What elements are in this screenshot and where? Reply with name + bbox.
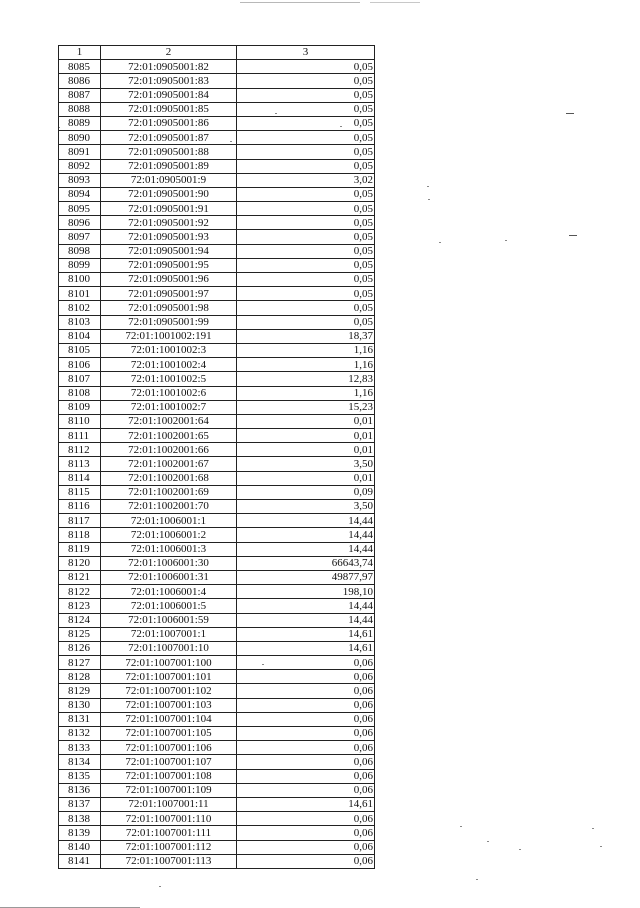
cadastral-number: 72:01:1007001:106 bbox=[101, 741, 237, 755]
row-number: 8107 bbox=[59, 372, 101, 386]
cadastral-number: 72:01:1006001:4 bbox=[101, 585, 237, 599]
area-value: 14,61 bbox=[237, 641, 375, 655]
row-number: 8133 bbox=[59, 741, 101, 755]
row-number: 8098 bbox=[59, 244, 101, 258]
area-value: 0,05 bbox=[237, 287, 375, 301]
cadastral-number: 72:01:1007001:11 bbox=[101, 797, 237, 811]
row-number: 8105 bbox=[59, 343, 101, 357]
scan-speck bbox=[592, 828, 594, 829]
cadastral-number: 72:01:0905001:83 bbox=[101, 74, 237, 88]
cadastral-number: 72:01:1001002:191 bbox=[101, 329, 237, 343]
table-row bbox=[59, 585, 375, 599]
row-number: 8116 bbox=[59, 500, 101, 514]
table-row bbox=[59, 727, 375, 741]
table-row bbox=[59, 826, 375, 840]
table-body bbox=[59, 60, 375, 869]
scan-speck bbox=[428, 199, 430, 200]
cadastral-number: 72:01:1002001:70 bbox=[101, 500, 237, 514]
area-value: 0,05 bbox=[237, 116, 375, 130]
area-value: 14,61 bbox=[237, 797, 375, 811]
row-number: 8130 bbox=[59, 698, 101, 712]
table-row bbox=[59, 613, 375, 627]
cadastral-number: 72:01:1002001:64 bbox=[101, 414, 237, 428]
area-value: 49877,97 bbox=[237, 570, 375, 584]
table-row bbox=[59, 301, 375, 315]
cadastral-number: 72:01:0905001:93 bbox=[101, 230, 237, 244]
table-row bbox=[59, 187, 375, 201]
area-value: 0,06 bbox=[237, 684, 375, 698]
area-value: 0,06 bbox=[237, 712, 375, 726]
area-value: 0,05 bbox=[237, 301, 375, 315]
area-value: 0,01 bbox=[237, 429, 375, 443]
row-number: 8122 bbox=[59, 585, 101, 599]
row-number: 8124 bbox=[59, 613, 101, 627]
column-header-area: 3 bbox=[237, 46, 375, 60]
scan-speck bbox=[427, 186, 429, 187]
row-number: 8138 bbox=[59, 812, 101, 826]
table-row bbox=[59, 684, 375, 698]
area-value: 0,06 bbox=[237, 698, 375, 712]
table-row bbox=[59, 88, 375, 102]
table-row bbox=[59, 783, 375, 797]
scan-speck bbox=[505, 240, 507, 241]
area-value: 15,23 bbox=[237, 400, 375, 414]
row-number: 8119 bbox=[59, 542, 101, 556]
row-number: 8090 bbox=[59, 131, 101, 145]
area-value: 0,06 bbox=[237, 812, 375, 826]
scan-speck bbox=[487, 841, 489, 842]
area-value: 0,05 bbox=[237, 273, 375, 287]
table-row bbox=[59, 145, 375, 159]
area-value: 0,05 bbox=[237, 60, 375, 74]
table-row bbox=[59, 528, 375, 542]
area-value: 14,44 bbox=[237, 528, 375, 542]
area-value: 0,01 bbox=[237, 414, 375, 428]
area-value: 0,06 bbox=[237, 840, 375, 854]
row-number: 8091 bbox=[59, 145, 101, 159]
cadastral-number: 72:01:0905001:99 bbox=[101, 315, 237, 329]
land-plot-table bbox=[58, 45, 375, 869]
table-row bbox=[59, 386, 375, 400]
column-header-cadastral: 2 bbox=[101, 46, 237, 60]
cadastral-number: 72:01:1001002:5 bbox=[101, 372, 237, 386]
area-value: 14,44 bbox=[237, 542, 375, 556]
cadastral-number: 72:01:1007001:105 bbox=[101, 727, 237, 741]
area-value: 0,05 bbox=[237, 202, 375, 216]
table-row bbox=[59, 429, 375, 443]
table-row bbox=[59, 556, 375, 570]
cadastral-number: 72:01:1006001:30 bbox=[101, 556, 237, 570]
cadastral-number: 72:01:1002001:67 bbox=[101, 457, 237, 471]
cadastral-number: 72:01:1007001:107 bbox=[101, 755, 237, 769]
cadastral-number: 72:01:0905001:84 bbox=[101, 88, 237, 102]
scan-edge-top bbox=[240, 2, 360, 3]
scan-speck bbox=[439, 242, 441, 243]
scan-mark bbox=[569, 235, 577, 236]
table-row bbox=[59, 216, 375, 230]
area-value: 0,01 bbox=[237, 443, 375, 457]
row-number: 8093 bbox=[59, 173, 101, 187]
cadastral-number: 72:01:1007001:109 bbox=[101, 783, 237, 797]
row-number: 8118 bbox=[59, 528, 101, 542]
table-row bbox=[59, 712, 375, 726]
table-row bbox=[59, 343, 375, 357]
area-value: 0,09 bbox=[237, 485, 375, 499]
row-number: 8086 bbox=[59, 74, 101, 88]
area-value: 0,05 bbox=[237, 88, 375, 102]
row-number: 8096 bbox=[59, 216, 101, 230]
cadastral-number: 72:01:1007001:108 bbox=[101, 769, 237, 783]
area-value: 0,05 bbox=[237, 315, 375, 329]
row-number: 8112 bbox=[59, 443, 101, 457]
table-row bbox=[59, 570, 375, 584]
table-row bbox=[59, 840, 375, 854]
row-number: 8099 bbox=[59, 258, 101, 272]
table-row bbox=[59, 457, 375, 471]
table-row bbox=[59, 400, 375, 414]
scan-speck bbox=[600, 846, 602, 847]
table-header-row bbox=[59, 46, 375, 60]
row-number: 8132 bbox=[59, 727, 101, 741]
row-number: 8117 bbox=[59, 514, 101, 528]
area-value: 0,06 bbox=[237, 656, 375, 670]
cadastral-number: 72:01:0905001:96 bbox=[101, 273, 237, 287]
cadastral-number: 72:01:0905001:97 bbox=[101, 287, 237, 301]
area-value: 12,83 bbox=[237, 372, 375, 386]
table-row bbox=[59, 514, 375, 528]
table-row bbox=[59, 74, 375, 88]
area-value: 0,05 bbox=[237, 74, 375, 88]
table-row bbox=[59, 60, 375, 74]
cadastral-number: 72:01:1007001:101 bbox=[101, 670, 237, 684]
area-value: 14,44 bbox=[237, 613, 375, 627]
row-number: 8131 bbox=[59, 712, 101, 726]
area-value: 0,06 bbox=[237, 783, 375, 797]
area-value: 0,06 bbox=[237, 727, 375, 741]
cadastral-number: 72:01:1006001:3 bbox=[101, 542, 237, 556]
cadastral-number: 72:01:1007001:102 bbox=[101, 684, 237, 698]
table-row bbox=[59, 116, 375, 130]
row-number: 8114 bbox=[59, 471, 101, 485]
row-number: 8141 bbox=[59, 854, 101, 868]
cadastral-number: 72:01:0905001:90 bbox=[101, 187, 237, 201]
row-number: 8121 bbox=[59, 570, 101, 584]
row-number: 8139 bbox=[59, 826, 101, 840]
row-number: 8102 bbox=[59, 301, 101, 315]
row-number: 8104 bbox=[59, 329, 101, 343]
cadastral-number: 72:01:0905001:91 bbox=[101, 202, 237, 216]
row-number: 8087 bbox=[59, 88, 101, 102]
row-number: 8108 bbox=[59, 386, 101, 400]
cadastral-number: 72:01:1007001:100 bbox=[101, 656, 237, 670]
area-value: 0,05 bbox=[237, 187, 375, 201]
table-row bbox=[59, 443, 375, 457]
table-row bbox=[59, 854, 375, 868]
row-number: 8135 bbox=[59, 769, 101, 783]
table-row bbox=[59, 159, 375, 173]
cadastral-number: 72:01:0905001:92 bbox=[101, 216, 237, 230]
table-row bbox=[59, 741, 375, 755]
row-number: 8126 bbox=[59, 641, 101, 655]
table-row bbox=[59, 258, 375, 272]
table-row bbox=[59, 471, 375, 485]
row-number: 8120 bbox=[59, 556, 101, 570]
row-number: 8123 bbox=[59, 599, 101, 613]
table-row bbox=[59, 670, 375, 684]
row-number: 8137 bbox=[59, 797, 101, 811]
row-number: 8092 bbox=[59, 159, 101, 173]
cadastral-number: 72:01:1006001:2 bbox=[101, 528, 237, 542]
table-row bbox=[59, 414, 375, 428]
cadastral-number: 72:01:1006001:31 bbox=[101, 570, 237, 584]
row-number: 8106 bbox=[59, 358, 101, 372]
cadastral-number: 72:01:0905001:98 bbox=[101, 301, 237, 315]
cadastral-number: 72:01:1006001:1 bbox=[101, 514, 237, 528]
column-header-number: 1 bbox=[59, 46, 101, 60]
table-row bbox=[59, 698, 375, 712]
cadastral-number: 72:01:1002001:65 bbox=[101, 429, 237, 443]
area-value: 0,06 bbox=[237, 854, 375, 868]
cadastral-number: 72:01:1007001:112 bbox=[101, 840, 237, 854]
area-value: 0,01 bbox=[237, 471, 375, 485]
cadastral-number: 72:01:0905001:9 bbox=[101, 173, 237, 187]
table-row bbox=[59, 372, 375, 386]
table-row bbox=[59, 812, 375, 826]
cadastral-number: 72:01:0905001:82 bbox=[101, 60, 237, 74]
area-value: 3,02 bbox=[237, 173, 375, 187]
row-number: 8097 bbox=[59, 230, 101, 244]
table-row bbox=[59, 627, 375, 641]
table-row bbox=[59, 102, 375, 116]
cadastral-number: 72:01:1006001:5 bbox=[101, 599, 237, 613]
row-number: 8095 bbox=[59, 202, 101, 216]
area-value: 1,16 bbox=[237, 343, 375, 357]
table-row bbox=[59, 131, 375, 145]
area-value: 66643,74 bbox=[237, 556, 375, 570]
area-value: 14,44 bbox=[237, 599, 375, 613]
area-value: 0,05 bbox=[237, 216, 375, 230]
area-value: 0,05 bbox=[237, 230, 375, 244]
cadastral-number: 72:01:0905001:94 bbox=[101, 244, 237, 258]
cadastral-number: 72:01:1007001:103 bbox=[101, 698, 237, 712]
row-number: 8136 bbox=[59, 783, 101, 797]
cadastral-number: 72:01:1007001:1 bbox=[101, 627, 237, 641]
area-value: 0,06 bbox=[237, 741, 375, 755]
table-row bbox=[59, 273, 375, 287]
area-value: 0,05 bbox=[237, 145, 375, 159]
cadastral-number: 72:01:0905001:88 bbox=[101, 145, 237, 159]
area-value: 14,61 bbox=[237, 627, 375, 641]
table-row bbox=[59, 542, 375, 556]
cadastral-number: 72:01:1002001:68 bbox=[101, 471, 237, 485]
cadastral-number: 72:01:1001002:7 bbox=[101, 400, 237, 414]
table-row bbox=[59, 358, 375, 372]
table-row bbox=[59, 500, 375, 514]
cadastral-number: 72:01:1007001:110 bbox=[101, 812, 237, 826]
scan-edge-top bbox=[370, 2, 420, 3]
area-value: 1,16 bbox=[237, 358, 375, 372]
area-value: 0,05 bbox=[237, 102, 375, 116]
cadastral-number: 72:01:1002001:66 bbox=[101, 443, 237, 457]
cadastral-number: 72:01:1007001:10 bbox=[101, 641, 237, 655]
area-value: 1,16 bbox=[237, 386, 375, 400]
area-value: 14,44 bbox=[237, 514, 375, 528]
cadastral-number: 72:01:0905001:87 bbox=[101, 131, 237, 145]
row-number: 8110 bbox=[59, 414, 101, 428]
table-row bbox=[59, 315, 375, 329]
table-row bbox=[59, 599, 375, 613]
row-number: 8101 bbox=[59, 287, 101, 301]
area-value: 0,06 bbox=[237, 755, 375, 769]
row-number: 8113 bbox=[59, 457, 101, 471]
scan-speck bbox=[460, 826, 462, 827]
table-row bbox=[59, 329, 375, 343]
cadastral-number: 72:01:1001002:3 bbox=[101, 343, 237, 357]
table-row bbox=[59, 287, 375, 301]
scan-speck bbox=[476, 879, 478, 880]
row-number: 8128 bbox=[59, 670, 101, 684]
row-number: 8089 bbox=[59, 116, 101, 130]
table-row bbox=[59, 656, 375, 670]
row-number: 8134 bbox=[59, 755, 101, 769]
table-row bbox=[59, 202, 375, 216]
row-number: 8085 bbox=[59, 60, 101, 74]
area-value: 18,37 bbox=[237, 329, 375, 343]
row-number: 8125 bbox=[59, 627, 101, 641]
row-number: 8088 bbox=[59, 102, 101, 116]
cadastral-number: 72:01:0905001:89 bbox=[101, 159, 237, 173]
area-value: 0,05 bbox=[237, 244, 375, 258]
area-value: 0,06 bbox=[237, 826, 375, 840]
cadastral-number: 72:01:0905001:95 bbox=[101, 258, 237, 272]
row-number: 8115 bbox=[59, 485, 101, 499]
cadastral-number: 72:01:1006001:59 bbox=[101, 613, 237, 627]
area-value: 0,06 bbox=[237, 769, 375, 783]
row-number: 8094 bbox=[59, 187, 101, 201]
area-value: 0,05 bbox=[237, 159, 375, 173]
cadastral-number: 72:01:0905001:85 bbox=[101, 102, 237, 116]
area-value: 0,05 bbox=[237, 131, 375, 145]
table-row bbox=[59, 173, 375, 187]
area-value: 3,50 bbox=[237, 457, 375, 471]
row-number: 8111 bbox=[59, 429, 101, 443]
table-row bbox=[59, 230, 375, 244]
area-value: 0,06 bbox=[237, 670, 375, 684]
row-number: 8129 bbox=[59, 684, 101, 698]
scan-speck bbox=[519, 849, 521, 850]
cadastral-number: 72:01:1001002:4 bbox=[101, 358, 237, 372]
cadastral-number: 72:01:1007001:113 bbox=[101, 854, 237, 868]
row-number: 8140 bbox=[59, 840, 101, 854]
scan-speck bbox=[159, 886, 161, 887]
row-number: 8103 bbox=[59, 315, 101, 329]
row-number: 8100 bbox=[59, 273, 101, 287]
row-number: 8127 bbox=[59, 656, 101, 670]
area-value: 3,50 bbox=[237, 500, 375, 514]
scan-mark bbox=[566, 113, 574, 114]
cadastral-number: 72:01:1001002:6 bbox=[101, 386, 237, 400]
cadastral-number: 72:01:0905001:86 bbox=[101, 116, 237, 130]
cadastral-number: 72:01:1007001:111 bbox=[101, 826, 237, 840]
table-row bbox=[59, 641, 375, 655]
row-number: 8109 bbox=[59, 400, 101, 414]
table-row bbox=[59, 769, 375, 783]
table-row bbox=[59, 485, 375, 499]
table-row bbox=[59, 797, 375, 811]
area-value: 198,10 bbox=[237, 585, 375, 599]
cadastral-number: 72:01:1007001:104 bbox=[101, 712, 237, 726]
table-row bbox=[59, 244, 375, 258]
table-row bbox=[59, 755, 375, 769]
cadastral-number: 72:01:1002001:69 bbox=[101, 485, 237, 499]
area-value: 0,05 bbox=[237, 258, 375, 272]
